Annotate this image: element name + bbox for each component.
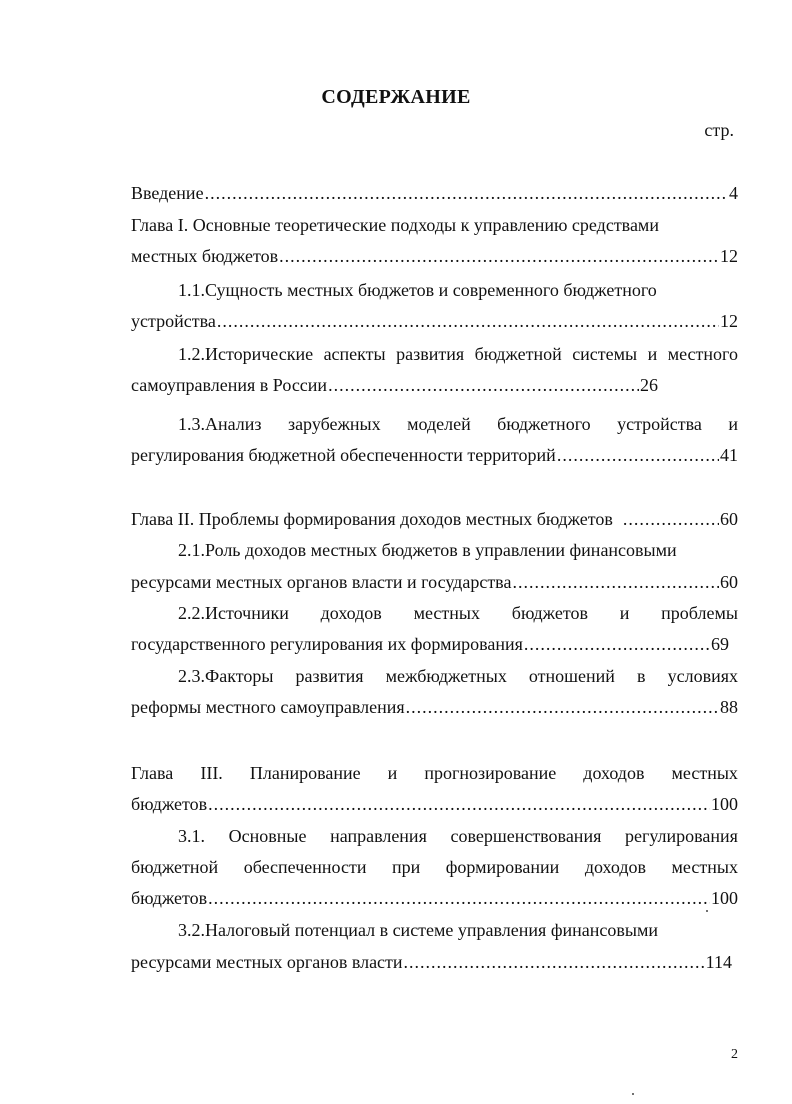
word: зарубежных bbox=[287, 414, 381, 434]
word: III. bbox=[200, 763, 223, 783]
page-column-label: стр. bbox=[704, 120, 734, 140]
toc-entry-1-1-line1[interactable] bbox=[178, 279, 738, 301]
leader-dots bbox=[279, 245, 719, 267]
word: бюджетной bbox=[131, 857, 219, 877]
toc-entry-3-2[interactable] bbox=[131, 951, 732, 973]
word: формировании bbox=[445, 857, 560, 877]
entry-text: самоуправления в России bbox=[131, 375, 328, 395]
entry-text: регулирования бюджетной обеспеченности территорий bbox=[131, 445, 556, 465]
word: и bbox=[619, 603, 630, 623]
entry-page: 60 bbox=[720, 572, 738, 592]
word: совершенствования bbox=[450, 826, 602, 846]
entry-page: 41 bbox=[720, 445, 738, 465]
toc-entry-ch2[interactable] bbox=[131, 508, 738, 530]
scan-speck bbox=[632, 1093, 634, 1095]
word: бюджетной bbox=[474, 344, 562, 364]
leader-dots bbox=[205, 182, 728, 204]
word: 2.2.Источники bbox=[178, 603, 289, 623]
entry-page: 12 bbox=[720, 246, 738, 266]
word: регулирования bbox=[624, 826, 738, 846]
entry-text: 3.2.Налоговый потенциал в системе управления финансовыми bbox=[178, 920, 658, 940]
word: прогнозирование bbox=[424, 763, 557, 783]
word: бюджетного bbox=[497, 414, 591, 434]
entry-text: ресурсами местных органов власти и государства bbox=[131, 572, 512, 592]
word: направления bbox=[330, 826, 427, 846]
word: 1.2.Исторические bbox=[178, 344, 314, 364]
word: системы bbox=[572, 344, 638, 364]
toc-entry-2-3-line1[interactable] bbox=[178, 665, 738, 687]
entry-text: устройства bbox=[131, 311, 216, 331]
entry-text: бюджетов bbox=[131, 794, 208, 814]
word: моделей bbox=[407, 414, 471, 434]
word: Основные bbox=[228, 826, 307, 846]
word: местного bbox=[667, 344, 738, 364]
toc-entry-2-2-line1[interactable] bbox=[178, 602, 738, 624]
word: Планирование bbox=[249, 763, 361, 783]
word: отношений bbox=[528, 666, 615, 686]
entry-page: 100 bbox=[711, 888, 738, 908]
word: в bbox=[637, 666, 646, 686]
word: местных bbox=[413, 603, 481, 623]
leader-dots bbox=[557, 444, 719, 466]
word: 3.1. bbox=[178, 826, 205, 846]
entry-page: 26 bbox=[640, 375, 658, 395]
entry-text: Глава II. Проблемы формирования доходов местных бюджетов bbox=[131, 509, 613, 529]
leader-dots bbox=[208, 793, 710, 815]
toc-entry-2-1-line1[interactable] bbox=[178, 539, 738, 561]
word: бюджетов bbox=[511, 603, 588, 623]
entry-text: ресурсами местных органов власти bbox=[131, 952, 403, 972]
entry-text: бюджетов bbox=[131, 888, 208, 908]
entry-text: 2.1.Роль доходов местных бюджетов в управлении финансовыми bbox=[178, 540, 677, 560]
word: аспекты bbox=[323, 344, 386, 364]
entry-text: Глава I. Основные теоретические подходы к управлению средствами bbox=[131, 215, 659, 235]
word: доходов bbox=[583, 763, 645, 783]
entry-page: 60 bbox=[720, 509, 738, 529]
entry-page: 114 bbox=[705, 952, 732, 972]
word: обеспеченности bbox=[243, 857, 367, 877]
toc-entry-ch1[interactable] bbox=[131, 245, 738, 267]
toc-entry-2-3[interactable] bbox=[131, 696, 738, 718]
word: доходов bbox=[584, 857, 647, 877]
toc-entry-3-1-line2[interactable] bbox=[131, 856, 738, 878]
entry-page: 88 bbox=[720, 697, 738, 717]
leader-dots bbox=[404, 951, 705, 973]
word: 2.3.Факторы bbox=[178, 666, 274, 686]
toc-entry-3-1-line1[interactable] bbox=[178, 825, 738, 847]
word: при bbox=[391, 857, 421, 877]
toc-entry-1-3-line1[interactable] bbox=[178, 413, 738, 435]
word: и bbox=[387, 763, 398, 783]
entry-text: 1.1.Сущность местных бюджетов и современного бюджетного bbox=[178, 280, 657, 300]
word: и bbox=[728, 414, 738, 434]
entry-text: государственного регулирования их формирования bbox=[131, 634, 523, 654]
leader-dots bbox=[512, 571, 719, 593]
toc-entry-3-1[interactable] bbox=[131, 887, 738, 909]
toc-entry-1-2[interactable] bbox=[131, 374, 658, 396]
leader-dots bbox=[623, 508, 719, 530]
leader-dots bbox=[208, 887, 710, 909]
word: и bbox=[647, 344, 658, 364]
leader-dots bbox=[217, 310, 719, 332]
word: Глава bbox=[131, 763, 174, 783]
entry-page: 4 bbox=[729, 183, 738, 203]
toc-entry-1-2-line1[interactable] bbox=[178, 343, 738, 365]
word: условиях bbox=[667, 666, 738, 686]
toc-entry-ch3[interactable] bbox=[131, 793, 738, 815]
word: 1.3.Анализ bbox=[178, 414, 262, 434]
toc-entry-2-2[interactable] bbox=[131, 633, 729, 655]
word: местных bbox=[671, 857, 738, 877]
entry-page: 12 bbox=[720, 311, 738, 331]
word: проблемы bbox=[661, 603, 738, 623]
leader-dots bbox=[328, 374, 639, 396]
page-number: 2 bbox=[731, 1047, 738, 1062]
scan-speck bbox=[706, 910, 708, 912]
toc-entry-1-1[interactable] bbox=[131, 310, 738, 332]
word: развития bbox=[295, 666, 364, 686]
entry-text: реформы местного самоуправления bbox=[131, 697, 405, 717]
word: межбюджетных bbox=[385, 666, 507, 686]
toc-entry-ch3-line1[interactable] bbox=[131, 762, 738, 784]
toc-entry-ch1-line1[interactable] bbox=[131, 214, 738, 236]
word: местных bbox=[671, 763, 738, 783]
entry-text: Введение bbox=[131, 183, 204, 203]
toc-entry-2-1[interactable] bbox=[131, 571, 738, 593]
word: устройства bbox=[617, 414, 702, 434]
toc-entry-1-3[interactable] bbox=[131, 444, 738, 466]
leader-dots bbox=[524, 633, 710, 655]
entry-page: 69 bbox=[711, 634, 729, 654]
toc-title: СОДЕРЖАНИЕ bbox=[321, 86, 471, 108]
leader-dots bbox=[406, 696, 719, 718]
word: развития bbox=[396, 344, 465, 364]
entry-text: местных бюджетов bbox=[131, 246, 279, 266]
toc-entry-intro[interactable] bbox=[131, 182, 738, 204]
entry-page: 100 bbox=[711, 794, 738, 814]
toc-entry-3-2-line1[interactable] bbox=[178, 919, 738, 941]
word: доходов bbox=[320, 603, 382, 623]
